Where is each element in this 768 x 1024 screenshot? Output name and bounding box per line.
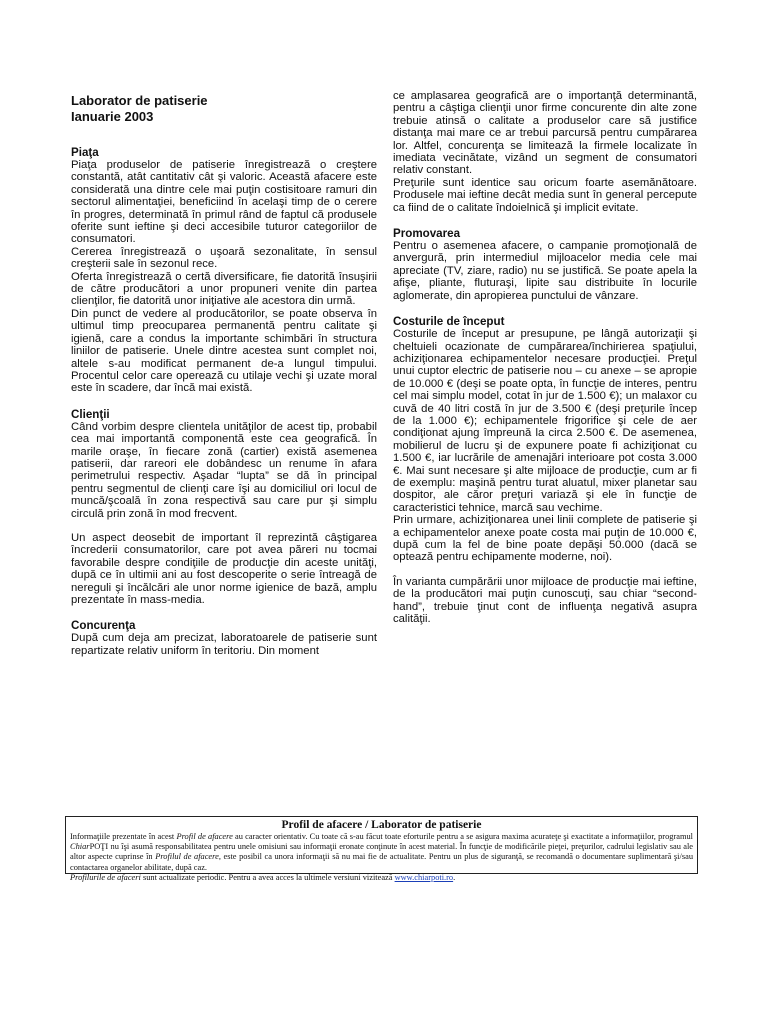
clienti-paragraph-1: Când vorbim despre clientela unităţilor de acest tip, probabil cea mai importantă componentă este cea geografică. În marile oraşe, în fiecare zonă (cartier) există asemenea patiserii, dar rareori ele dobândesc un renume în afara perimetrului respectiv. Aşadar “lupta” se dă în principal pentru segmentul de clienţi care îşi au domiciliul ori locul de muncă/şcoală în zona respectivă sau care pur şi simplu circulă prin zonă în mod frecvent. <box>71 420 377 520</box>
website-link[interactable]: www.chiarpoti.ro <box>394 872 454 882</box>
left-column <box>71 90 377 657</box>
piata-paragraph-3: Oferta înregistrează o certă diversificare, fie datorită însuşirii de către producători a unor propuneri venite din partea clienţilor, fie datorită unor iniţiative ale acestora din urmă. <box>71 270 377 308</box>
heading-clienti: Clienţii <box>71 407 110 421</box>
disclaimer-italic-2: Chiar <box>70 842 90 852</box>
heading-promovarea: Promovarea <box>393 227 461 241</box>
disclaimer-text-c: POŢI nu îşi asumă responsabilitatea pentru unele omisiuni sau informaţii eronate conţinute în acest material. În funcţie de modificările pieţei, preţurilor, cadrului legislativ sau ale altor aspecte cuprinse în <box>70 842 693 862</box>
costuri-paragraph-1: Costurile de început ar presupune, pe lângă autorizaţii şi cheltuieli ocazionate de cumpărarea/închirierea spaţiului, achiziţionarea echipamentelor necesare producţiei. Preţul unui cuptor electric de patiserie nou – cu anexe – se apropie de 10.000 € (deşi se poate opta, în funcţie de interes, pentru cel mai simplu model, cotat în jur de 1.500 €); un malaxor cu cuvă de 40 litri costă în jur de 3.500 € (deşi preţurile încep de la 1.000 €); echipamentele frigorifice şi cele de aer condiţionat ajung împreună la circa 2.500 €. De asemenea, mobilierul de lucru şi de expunere poate fi achiziţionat cu 1.500 €, iar lucrările de amenajări interioare pot costa 3.000 €. Mai sunt necesare şi alte mijloace de producţie, cum ar fi de exemplu: maşină pentru turat aluatul, mixer planetar sau dospitor, ale căror preţuri variază şi ele în funcţie de caracteristici tehnice, marcă sau vechime. <box>393 328 697 514</box>
disclaimer-text-e: sunt actualizate periodic. Pentru a avea acces la ultimele versiuni vizitează <box>140 872 395 882</box>
disclaimer-text-d: , este posibil ca unora informaţii să nu mai fie de actualitate. Pentru un plus de siguranţă, se recomandă o documentare suplimentară şi/sau contactarea organelor abilitate, după caz. <box>70 852 694 872</box>
title-line-1: Laborator de patiserie <box>71 93 208 108</box>
concurenta-paragraph-start: După cum deja am precizat, laboratoarele de patiserie sunt repartizate relativ uniform în teritoriu. Din moment <box>71 632 377 657</box>
heading-piata: Piaţa <box>71 146 99 159</box>
disclaimer-title: Profil de afacere / Laborator de patiserie <box>281 819 482 831</box>
disclaimer-paragraph-1 <box>70 832 693 873</box>
disclaimer-italic-4: Profilurile de afaceri <box>70 872 141 882</box>
disclaimer-italic-1: Profil de afacere <box>176 832 233 841</box>
piata-paragraph-4: Din punct de vedere al producătorilor, se poate observa în ultimul timp preocuparea permanentă pentru calitate şi igienă, care a condus la importante schimbări în structura liniilor de patiserie. Unele dintre acestea sunt complet noi, altele s-au modificat permanent de-a lungul timpului. Procentul celor care operează cu utilaje vechi şi uzate moral este în scadere, dar încă mai există. <box>71 307 377 395</box>
heading-costuri: Costurile de început <box>393 315 505 329</box>
piata-paragraph-1: Piaţa produselor de patiserie înregistrează o creştere constantă, atât cantitativ cât şi valoric. Această afacere este considerată una dintre cele mai puţin costisitoare ramuri din sectorul alimentaţiei, beneficiind în acelaşi timp de o cerere în progres, determinată în primul rând de faptul că produsele oferite sunt ieftine şi deci accesibile tuturor categoriilor de consumatori. <box>71 159 377 246</box>
disclaimer-text-b: au caracter orientativ. Cu toate că s-au făcut toate eforturile pentru a se asigura maxima acurateţe şi exactitate a informaţiilor, programul <box>232 832 693 841</box>
promovarea-paragraph: Pentru o asemenea afacere, o campanie promoţională de anvergură, prin intermediul mijloacelor media cele mai apreciate (TV, ziare, radio) nu se justifică. Se poate apela la afişe, pliante, fluturaşi, lipite sau distribuite în locurile aglomerate, din apropierea punctului de vânzare. <box>393 240 697 302</box>
disclaimer-text-a: Informaţiile prezentate în acest <box>70 832 177 841</box>
disclaimer-italic-3: Profilul de afacere <box>155 852 219 862</box>
disclaimer-paragraph-2 <box>70 873 693 883</box>
disclaimer-text <box>70 832 693 883</box>
concurenta-paragraph-cont: ce amplasarea geografică are o importanţă determinantă, pentru a câştiga clienţii unor firme concurente din alte zone trebuie atinsă o calitate a produselor care să justifice distanţa mai mare ce ar trebui parcursă pentru cumpărarea lor. Altfel, concurenţa se limitează la firmele localizate în imediata vecinătate, vizând un segment de consumatori relativ constant. <box>393 90 697 177</box>
right-column <box>393 90 697 625</box>
disclaimer-box <box>65 816 698 882</box>
heading-concurenta: Concurenţa <box>71 619 136 633</box>
costuri-paragraph-3: În varianta cumpărării unor mijloace de producţie mai ieftine, de la producători mai puţin cunoscuţi, sau chiar “second-hand”, trebuie ţinut cont de influenţa negativă asupra calităţii. <box>393 575 697 626</box>
clienti-paragraph-2: Un aspect deosebit de important îl reprezintă câştigarea încrederii consumatorilor, care pot avea păreri nu tocmai favorabile despre condiţiile de producţie din aceste unităţi, după ce în ultimii ani au fost descoperite o serie întreagă de nereguli şi încălcări ale unor norme igienice de bază, amplu prezentate în mass-media. <box>71 531 377 606</box>
title-line-2: Ianuarie 2003 <box>71 108 154 124</box>
preturi-paragraph: Preţurile sunt identice sau oricum foarte asemănătoare. Produsele mai ieftine decât media sunt în general percepute ca fiind de o calitate îndoielnică şi implicit evitate. <box>393 176 697 214</box>
document-title <box>71 90 377 124</box>
disclaimer-text-f: . <box>453 872 456 882</box>
piata-paragraph-2: Cererea înregistrează o uşoară sezonalitate, în sensul creşterii sale în sezonul rece. <box>71 245 377 271</box>
costuri-paragraph-2: Prin urmare, achiziţionarea unei linii complete de patiserie şi a echipamentelor anexe poate costa mai puţin de 10.000 €, după cum la fel de bine poate depăşi 50.000 (dacă se optează pentru echipamente moderne, noi). <box>393 514 697 564</box>
